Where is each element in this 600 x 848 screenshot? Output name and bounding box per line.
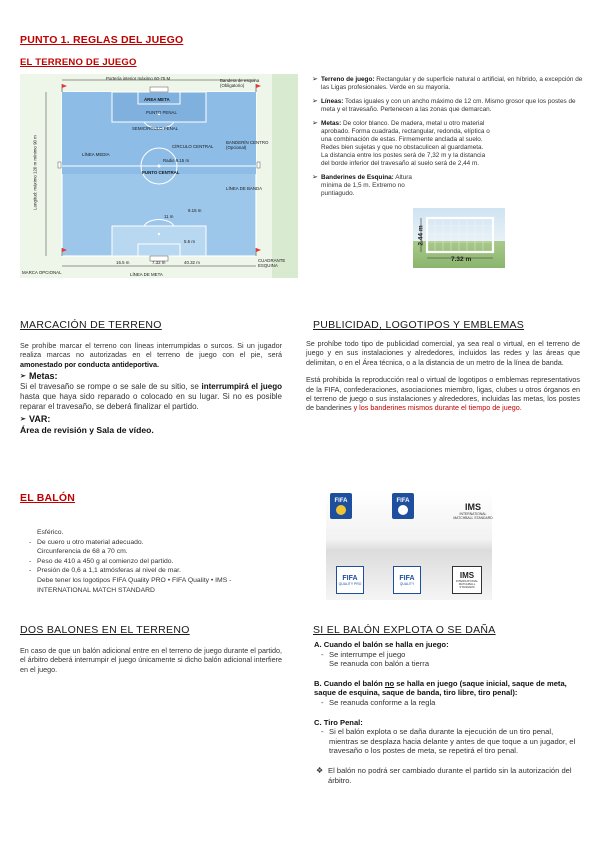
field-notes xyxy=(312,76,584,198)
marcacion-p1-b: amonestado por conducta antideportiva. xyxy=(20,359,159,369)
field-label-punto-penal: PUNTO PENAL xyxy=(146,110,177,115)
field-svg xyxy=(20,74,298,278)
marcacion-p2-c: hasta que haya sido reparado o colocado en su lugar. Si no es posible reparar el travesaño, se deberá finalizar el partido. xyxy=(20,392,282,412)
field-label-radio: Radio 9.15 m xyxy=(163,158,190,163)
publicidad-p2-b: y los banderines mismos durante el tiempo de juego. xyxy=(353,403,522,413)
marcacion-p2-b: interrumpirá el juego xyxy=(201,382,282,392)
field-label-area-meta: ÁREA META xyxy=(144,97,170,102)
field-label-linea-media: LÍNEA MEDIA xyxy=(82,152,110,157)
dos-balones-text: En caso de que un balón adicional entre en el terreno de juego durante el partido, el árbitro deberá interrumpir el juego únicamente si dicho balón adicional interfiere en el juego. xyxy=(20,646,282,674)
balon-list xyxy=(28,528,278,595)
field-note-lineas xyxy=(312,98,584,114)
field-label-5-5: 5.5 m xyxy=(184,239,195,244)
explota-b-item: - Se reanuda conforme a la regla xyxy=(320,698,576,708)
field-label-semicirculo: SEMICÍRCULO PENAL xyxy=(132,126,179,131)
explota-note-text: El balón no podrá ser cambiado durante el partido sin la autorización del árbitro. xyxy=(328,765,572,785)
field-label-7-32: 7.32 m xyxy=(152,260,166,265)
explota-text xyxy=(314,640,576,785)
field-label-cuadrante: CUADRANTE ESQUINA xyxy=(258,258,286,268)
balon-item: - Presión de 0,6 a 1,1 atmósferas al nivel de mar. xyxy=(28,566,278,576)
section-title-dos-balones: DOS BALONES EN EL TERRENO xyxy=(20,624,190,636)
ims-logo-text: IMS xyxy=(464,502,481,512)
field-diagram xyxy=(20,74,298,278)
publicidad-text xyxy=(306,339,580,413)
explota-note xyxy=(314,766,576,785)
field-label-linea-meta: LÍNEA DE META xyxy=(130,272,163,277)
fifa-quality-logo xyxy=(393,566,421,594)
marcacion-text xyxy=(20,341,282,436)
ims-logo-text: IMS xyxy=(459,570,475,580)
ims-logo-sub: INTERNATIONAL MATCHBALL STANDARD xyxy=(453,512,493,520)
field-label-bandera-centro: BANDERÍN CENTRO (Opcional) xyxy=(226,140,269,150)
ims-logo xyxy=(452,566,482,594)
fifa-logo-text: FIFA xyxy=(342,574,358,582)
field-note-body: De color blanco. De madera, metal u otro material aprobado. Forma cuadrada, rectangular, redonda, elíptica o una combinación de estas. Firmemente anclada al suelo. Redes bien sujetas y que no obstaculicen al guardameta. La distancia entre los postes será de 7,32 m y la distancia del borde inferior del travesaño al suelo será de 2,44 m. xyxy=(321,120,490,167)
balon-item: - Peso de 410 a 450 g al comienzo del partido. xyxy=(28,557,278,567)
field-note-head: Terreno de juego: xyxy=(321,76,375,83)
section-title-publicidad: PUBLICIDAD, LOGOTIPOS Y EMBLEMAS xyxy=(313,319,525,331)
field-label-marca-opcional: MARCA OPCIONAL xyxy=(22,270,62,275)
goal-photo xyxy=(413,208,505,268)
field-note-banderines xyxy=(312,174,412,198)
field-label-40-32: 40.32 m xyxy=(184,260,200,265)
explota-a-item: - Se interrumpe el juego xyxy=(320,650,576,660)
marcacion-p2-a: Si el travesaño se rompe o se sale de su sitio, se xyxy=(20,382,202,392)
goal-height-label: 2.44 m xyxy=(417,225,425,246)
field-note-body: Todas iguales y con un ancho máximo de 12 cm. Mismo grosor que los postes de meta y el travesaño. Pertenecen a las zonas que demarcan. xyxy=(321,98,576,113)
field-note-terreno xyxy=(312,76,584,92)
explota-b-head-no: no xyxy=(384,678,395,688)
publicidad-p2-a: Está prohibida la reproducción real o virtual de logotipos o emblemas representativos de la FIFA, confederaciones, asociaciones miembro, ligas, clubes u otros órganos en el terreno de juego o sus instalaciones y alrededores, incluidas las metas, los postes de banderines xyxy=(306,375,580,413)
explota-c-item: - Si el balón explota o se daña durante la ejecución de un tiro penal, mientras se desplaza hacia delante y antes de que toque a un jugador, el travesaño o los postes de meta, se repetirá el tiro penal. xyxy=(320,727,576,756)
goal-width-label: 7.32 m xyxy=(451,256,472,263)
explota-a-head: A. Cuando el balón se halla en juego: xyxy=(314,640,449,649)
explota-a-item: Se reanuda con balón a tierra xyxy=(329,659,430,669)
field-label-11: 11 m xyxy=(164,214,174,219)
fifa-pro-logo-top xyxy=(330,493,352,519)
fifa-quality-pro-text: QUALITY PRO xyxy=(338,581,362,586)
field-note-body: Rectangular y de superficie natural o artificial, en híbrido, a excepción de las Ligas profesionales. Verde en su mayoría. xyxy=(321,76,583,91)
publicidad-p2 xyxy=(306,375,580,413)
marcacion-var-text: Área de revisión y Sala de vídeo. xyxy=(20,425,154,436)
fifa-logo-text: FIFA xyxy=(334,497,348,504)
field-note-head: Metas: xyxy=(321,120,342,127)
fifa-quality-text: QUALITY xyxy=(399,581,415,586)
marcacion-var-label: ➢ VAR: xyxy=(20,414,282,425)
section-title-marcacion: MARCACIÓN DE TERRENO xyxy=(20,319,162,331)
field-label-top-dims: Portería interior máximo 60-75 M xyxy=(106,76,171,81)
balon-item: Esférico. xyxy=(37,529,64,536)
fifa-seal-icon xyxy=(336,505,346,515)
balon-item: - De cuero u otro material adecuado. xyxy=(28,538,278,548)
field-note-head: Líneas: xyxy=(321,98,344,105)
fifa-logo-top xyxy=(392,493,414,519)
balon-item: Debe tener los logotipos FIFA Quality PRO • FIFA Quality • IMS - INTERNATIONAL MATCH STANDARD xyxy=(37,576,232,594)
field-label-circulo: CÍRCULO CENTRAL xyxy=(172,144,214,149)
section-title-explota: SI EL BALÓN EXPLOTA O SE DAÑA xyxy=(313,624,496,636)
explota-b-head xyxy=(314,679,576,698)
field-label-corner-top: Bandera de esquina (Obligatorio) xyxy=(220,78,260,88)
marcacion-p2 xyxy=(20,382,282,412)
explota-b-head-1: B. Cuando el balón xyxy=(314,678,385,688)
fifa-seal-icon xyxy=(398,505,408,515)
field-label-side-length: Longitud: máximo 120 m mínimo 90 m xyxy=(32,135,38,210)
marcacion-p1-a: Se prohíbe marcar el terreno con líneas interrumpidas o surcos. Si un jugador realiza marcas no autorizadas en el terreno de juego con el pie, será xyxy=(20,341,282,360)
publicidad-p1: Se prohíbe todo tipo de publicidad comercial, ya sea real o virtual, en el terreno de juego y en sus instalaciones y alrededores, incluidos las redes y las áreas que delimitan, o en el Área técnica, o a la distancia de un metro de la línea de banda. xyxy=(306,339,580,367)
diamond-bullet-icon: ❖ xyxy=(316,765,324,775)
page-title: PUNTO 1. REGLAS DEL JUEGO xyxy=(20,34,184,46)
ims-logo-sub: INTERNATIONAL MATCHBALL STANDARD xyxy=(455,578,479,590)
fifa-logo-text: FIFA xyxy=(396,497,410,504)
ims-logo-top xyxy=(452,494,494,528)
fifa-logo-text: FIFA xyxy=(399,574,415,582)
explota-b-head-2: se halla en juego (saque inicial, saque de meta, saque de esquina, saque de banda, tiro libre, tiro penal): xyxy=(314,678,567,698)
field-note-head: Banderines de Esquina: xyxy=(321,174,394,181)
marcacion-metas-label: ➢ Metas: xyxy=(20,371,282,382)
field-label-punto-central: PUNTO CENTRAL xyxy=(142,170,180,175)
fifa-quality-pro-logo xyxy=(336,566,364,594)
balon-item: Circunferencia de 68 a 70 cm. xyxy=(37,548,128,556)
field-label-9-15: 9.15 m xyxy=(188,208,202,213)
field-label-linea-banda: LÍNEA DE BANDA xyxy=(226,186,263,191)
field-note-body: Altura mínima de 1,5 m. Extremo no puntiagudo. xyxy=(321,174,412,197)
field-label-16-5: 16.5 m xyxy=(116,260,130,265)
section-title-terreno: EL TERRENO DE JUEGO xyxy=(20,57,137,68)
explota-c-head: C. Tiro Penal: xyxy=(314,717,363,727)
marcacion-p1 xyxy=(20,341,282,369)
field-note-metas xyxy=(312,120,492,168)
section-title-balon: EL BALÓN xyxy=(20,492,76,504)
